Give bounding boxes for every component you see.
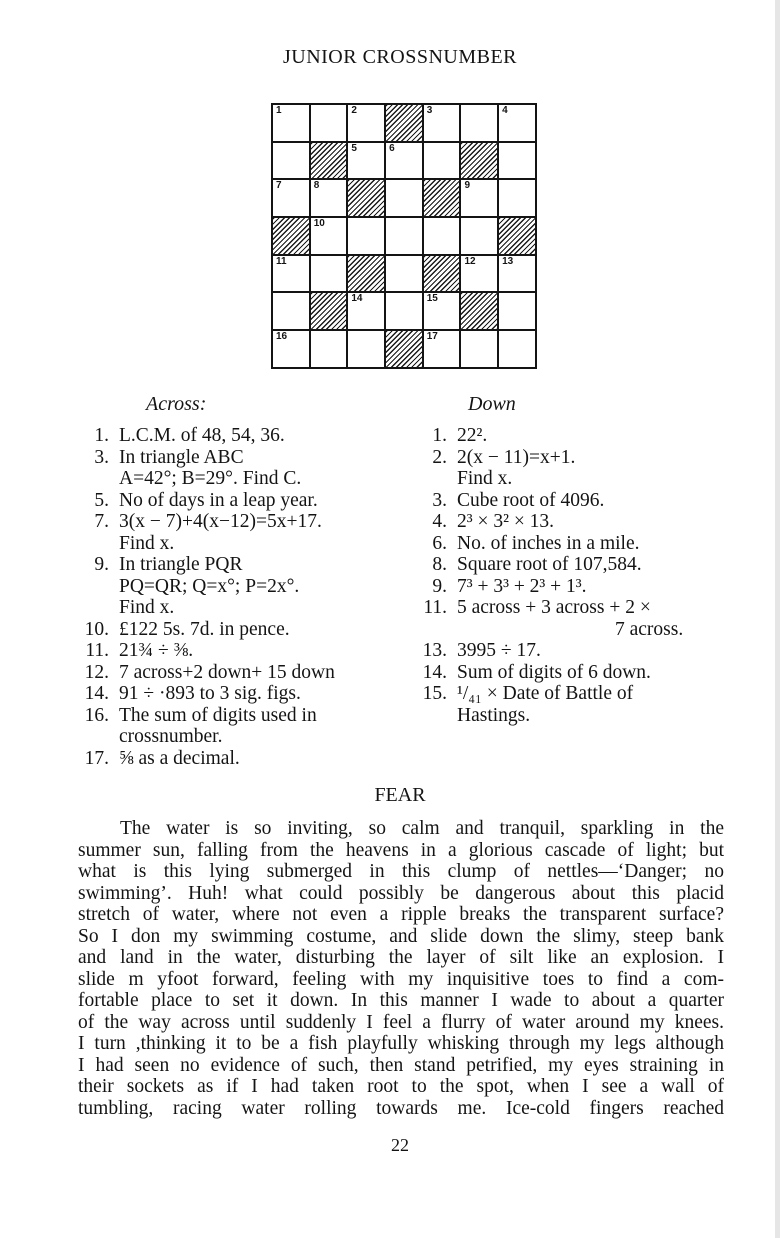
down-clue-text: Cube root of 4096. (457, 489, 605, 511)
across-clue-text: L.C.M. of 48, 54, 36. (119, 425, 285, 446)
across-clue-line (71, 554, 411, 576)
down-clue-text: 22². (457, 425, 488, 446)
grid-cell (311, 218, 349, 256)
down-clue-line (409, 511, 729, 533)
down-clue-line (409, 533, 729, 555)
down-clue-number: 2. (432, 446, 447, 468)
down-clue-number (409, 619, 457, 641)
across-clues (71, 425, 411, 769)
grid-cell-black (386, 105, 424, 143)
story-line: slide m yfoot forward, feeling with my inquisitive toes to find a com- (78, 968, 724, 990)
grid-cell-number: 15 (426, 293, 438, 305)
down-clue-number: 6. (432, 532, 447, 554)
down-clue-text: Square root of 107,584. (457, 554, 642, 575)
across-clue-line (71, 726, 411, 748)
down-clue-line (409, 425, 729, 447)
down-clue-text: No. of inches in a mile. (457, 532, 640, 554)
across-clue-line (71, 640, 411, 662)
down-clue-line (409, 683, 729, 705)
across-clue-number: 3. (94, 446, 109, 468)
grid-cell (424, 331, 462, 369)
story-line: their sockets as if I had taken root to the spot, when I see a wall of (78, 1076, 724, 1097)
across-clue-text: In triangle ABC (119, 446, 244, 468)
story-line: swimming’. Huh! what could possibly be dangerous about this placid (78, 882, 724, 904)
grid-cell (386, 143, 424, 181)
grid-cell (311, 105, 349, 143)
grid-cell-number: 16 (276, 331, 288, 343)
down-clue-line (409, 468, 729, 490)
across-clue-number: 16. (84, 704, 109, 726)
grid-cell (461, 180, 499, 218)
grid-cell-number: 9 (464, 180, 470, 192)
down-clue-text: 2³ × 3² × 13. (457, 511, 555, 532)
down-clue-text: Find x. (457, 468, 513, 489)
grid-cell (386, 218, 424, 256)
across-heading: Across: (146, 393, 207, 415)
down-clue-line (409, 447, 729, 469)
down-heading: Down (468, 393, 516, 415)
grid-cell (424, 218, 462, 256)
down-clue-line (409, 597, 729, 619)
across-clue-text: 7 across+2 down+ 15 down (119, 661, 335, 683)
across-clue-line (71, 511, 411, 533)
grid-cell-black (273, 218, 311, 256)
down-clue-number: 11. (423, 597, 447, 618)
grid-cell (461, 331, 499, 369)
across-clue-text: No of days in a leap year. (119, 489, 318, 511)
down-clue-line (409, 705, 729, 727)
across-clue-text: The sum of digits used in (119, 704, 317, 726)
down-clue-line (409, 662, 729, 684)
down-clue-number: 9. (432, 575, 447, 597)
grid-cell (386, 293, 424, 331)
down-clues (409, 425, 729, 726)
down-clue-text: Hastings. (457, 704, 531, 726)
story-line: summer sun, falling from the heavens in a glorious cascade of light; but (78, 839, 724, 861)
grid-cell (348, 105, 386, 143)
grid-cell (499, 105, 537, 143)
across-clue-number (71, 597, 119, 619)
down-clue-text: 3995 ÷ 17. (457, 640, 541, 661)
grid-cell-number: 11 (276, 255, 287, 267)
story-line: what is this lying submerged in this clump of nettles—‘Danger; no (78, 861, 724, 882)
crossnumber-title: JUNIOR CROSSNUMBER (282, 46, 518, 68)
story-line: I turn ,thinking it to be a fish playfully whisking through my legs although (78, 1033, 724, 1054)
grid-cell-black (424, 256, 462, 294)
down-clue-line (409, 490, 729, 512)
grid-cell-black (311, 293, 349, 331)
across-clue-text: PQ=QR; Q=x°; P=2x°. (119, 575, 300, 597)
across-clue-text: Find x. (119, 532, 175, 554)
grid-cell (386, 180, 424, 218)
across-clue-line (71, 447, 411, 469)
grid-cell-number: 7 (276, 180, 282, 192)
down-clue-text: 7 across. (615, 618, 684, 640)
story-line: I had seen no evidence of such, then stand petrified, my eyes straining in (78, 1054, 724, 1076)
story-line: fortable place to set it down. In this manner I wade to about a quarter (78, 990, 724, 1011)
grid-cell (499, 143, 537, 181)
grid-cell (348, 293, 386, 331)
down-clue-line (409, 576, 729, 598)
grid-cell (461, 218, 499, 256)
grid-cell (499, 331, 537, 369)
across-clue-number: 17. (84, 747, 109, 769)
grid-cell (348, 331, 386, 369)
across-clue-text: A=42°; B=29°. Find C. (119, 468, 302, 489)
across-clue-text: ⅝ as a decimal. (119, 747, 240, 769)
grid-cell-number: 17 (426, 331, 438, 343)
across-clue-text: Find x. (119, 597, 175, 618)
crossnumber-grid (271, 103, 537, 369)
across-clue-number: 5. (94, 489, 109, 511)
grid-cell-number: 3 (426, 105, 433, 116)
across-clue-number (71, 468, 119, 490)
grid-cell (499, 180, 537, 218)
across-clue-number: 12. (84, 661, 109, 683)
down-clue-number: 8. (432, 554, 447, 575)
down-clue-text: ¹/₄₁ × Date of Battle of (457, 683, 634, 704)
across-clue-number: 1. (94, 425, 109, 446)
across-clue-text: 91 ÷ ·893 to 3 sig. figs. (119, 683, 301, 704)
grid-cell (461, 105, 499, 143)
down-clue-text: Sum of digits of 6 down. (457, 661, 651, 683)
grid-cell-number: 12 (464, 255, 476, 267)
grid-cell (273, 143, 311, 181)
down-clue-number (409, 468, 457, 490)
grid-cell (424, 293, 462, 331)
down-clue-number: 4. (432, 511, 447, 532)
across-clue-line (71, 468, 411, 490)
across-clue-line (71, 490, 411, 512)
grid-cell (273, 256, 311, 294)
story-title: FEAR (374, 784, 426, 806)
across-clue-line (71, 619, 411, 641)
across-clue-text: 21¾ ÷ ⅜. (119, 640, 194, 661)
grid-cell-number: 4 (502, 105, 508, 116)
grid-cell-black (311, 143, 349, 181)
across-clue-number: 11. (85, 640, 109, 661)
across-clue-number: 14. (84, 683, 109, 704)
grid-cell (273, 331, 311, 369)
across-clue-text: crossnumber. (119, 726, 223, 747)
across-clue-text: 3(x − 7)+4(x−12)=5x+17. (119, 511, 322, 532)
grid-cell-number: 13 (502, 255, 514, 267)
down-clue-line (409, 619, 729, 641)
story-line: tumbling, racing water rolling towards me. Ice-cold fingers reached (78, 1097, 724, 1119)
grid-cell-black (499, 218, 537, 256)
grid-cell (499, 293, 537, 331)
grid-cell-black (461, 293, 499, 331)
grid-cell-black (348, 180, 386, 218)
across-clue-line (71, 576, 411, 598)
down-clue-number: 1. (432, 425, 447, 446)
story-text (78, 818, 724, 1119)
grid-cell-number: 14 (351, 293, 363, 305)
grid-cell (424, 105, 462, 143)
story-line: So I don my swimming costume, and slide down the slimy, steep bank (78, 925, 724, 947)
across-clue-line (71, 683, 411, 705)
grid-cell (273, 293, 311, 331)
down-clue-line (409, 640, 729, 662)
grid-cell-number: 2 (351, 105, 357, 116)
across-clue-text: In triangle PQR (119, 554, 243, 575)
grid-cell-black (386, 331, 424, 369)
down-clue-line (409, 554, 729, 576)
grid-cell-number: 1 (276, 105, 282, 116)
down-clue-text: 7³ + 3³ + 2³ + 1³. (457, 575, 587, 597)
page-edge-shadow (775, 0, 780, 1238)
grid-cell (311, 331, 349, 369)
across-clue-number: 10. (84, 618, 109, 640)
across-clue-line (71, 748, 411, 770)
across-clue-number (71, 726, 119, 748)
grid-cell-number: 10 (313, 218, 325, 230)
across-clue-number: 7. (94, 511, 109, 532)
story-line: of the way across until suddenly I feel a flurry of water around my knees. (78, 1011, 724, 1033)
down-clue-text: 5 across + 3 across + 2 × (457, 597, 651, 618)
grid-cell (311, 256, 349, 294)
across-clue-line (71, 597, 411, 619)
down-clue-number: 13. (422, 640, 447, 661)
grid-cell (311, 180, 349, 218)
grid-cell-black (424, 180, 462, 218)
down-clue-text: 2(x − 11)=x+1. (457, 446, 576, 468)
down-clue-number: 14. (422, 661, 447, 683)
across-clue-number (71, 533, 119, 555)
across-clue-number (71, 576, 119, 598)
grid-cell (461, 256, 499, 294)
across-clue-line (71, 533, 411, 555)
down-clue-number (409, 705, 457, 727)
grid-cell-black (461, 143, 499, 181)
page-number: 22 (391, 1135, 409, 1155)
across-clue-line (71, 662, 411, 684)
grid-cell (424, 143, 462, 181)
story-line: stretch of water, where not even a ripple breaks the transparent surface? (78, 904, 724, 925)
grid-cell-number: 5 (351, 142, 357, 154)
story-line: and land in the water, disturbing the layer of silt like an explosion. I (78, 947, 724, 968)
across-clue-line (71, 425, 411, 447)
grid-cell-black (348, 256, 386, 294)
down-clue-number: 3. (432, 489, 447, 511)
grid-cell (273, 180, 311, 218)
story-line: The water is so inviting, so calm and tranquil, sparkling in the (120, 818, 724, 839)
grid-cell (386, 256, 424, 294)
across-clue-number: 9. (94, 554, 109, 575)
grid-cell (348, 143, 386, 181)
down-clue-number: 15. (422, 683, 447, 704)
grid-cell (499, 256, 537, 294)
across-clue-line (71, 705, 411, 727)
grid-cell-number: 6 (389, 142, 395, 154)
grid-cell-number: 8 (313, 180, 320, 192)
grid-cell (348, 218, 386, 256)
across-clue-text: £122 5s. 7d. in pence. (119, 618, 290, 640)
grid-cell (273, 105, 311, 143)
